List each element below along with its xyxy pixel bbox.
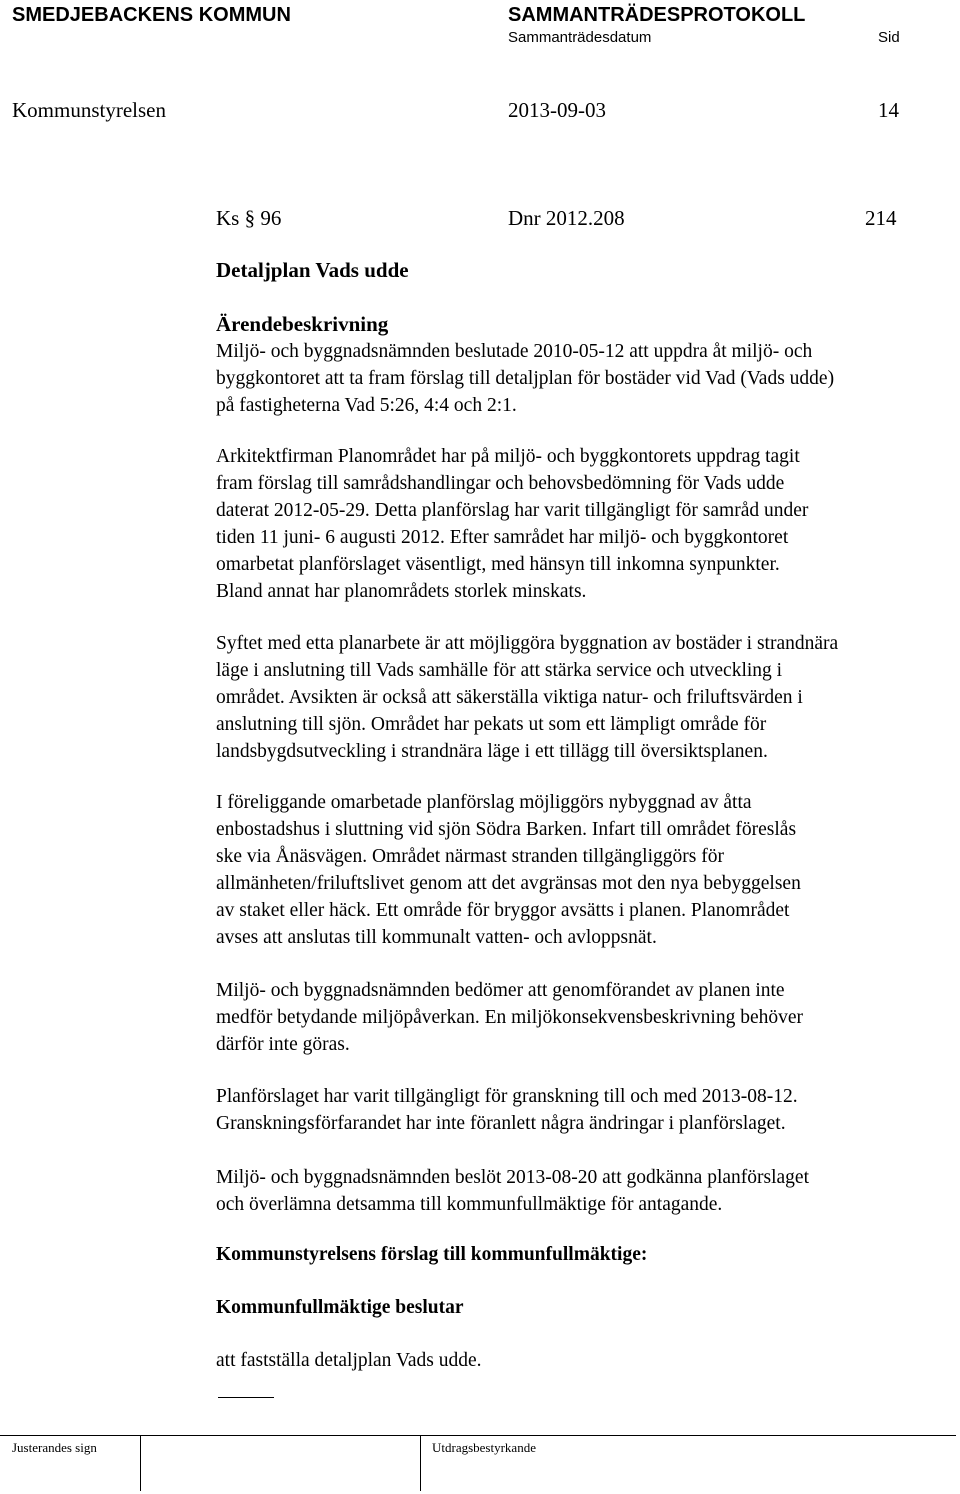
meeting-date: 2013-09-03 xyxy=(508,98,606,122)
paragraph-line: på fastigheterna Vad 5:26, 4:4 och 2:1. xyxy=(216,395,517,416)
paragraph-line: Arkitektfirman Planområdet har på miljö- och byggkontorets uppdrag tagit xyxy=(216,446,800,467)
paragraph-7 xyxy=(216,1164,956,1218)
proposal-heading: Kommunstyrelsens förslag till kommunfullmäktige: xyxy=(216,1244,648,1265)
footer-top-rule xyxy=(0,1435,956,1436)
description-heading: Ärendebeskrivning xyxy=(216,312,389,336)
paragraph-line: därför inte göras. xyxy=(216,1034,350,1055)
dnr: Dnr 2012.208 xyxy=(508,206,625,230)
end-rule xyxy=(218,1397,274,1398)
signature-label: Justerandes sign xyxy=(12,1440,97,1455)
footer-divider xyxy=(420,1435,421,1491)
paragraph-3 xyxy=(216,630,956,765)
paragraph-line: Miljö- och byggnadsnämnden beslutade 2010-05-12 att uppdra åt miljö- och xyxy=(216,341,813,362)
paragraph-line: Granskningsförfarandet har inte föranlett några ändringar i planförslaget. xyxy=(216,1113,786,1134)
paragraph-line: I föreliggande omarbetade planförslag möjliggörs nybyggnad av åtta xyxy=(216,792,752,813)
document-type: SAMMANTRÄDESPROTOKOLL xyxy=(508,4,806,26)
paragraph-2 xyxy=(216,443,956,605)
decision-text: att fastställa detaljplan Vads udde. xyxy=(216,1350,482,1371)
paragraph-6 xyxy=(216,1083,956,1137)
paragraph-1 xyxy=(216,338,956,419)
paragraph-line: läge i anslutning till Vads samhälle för att stärka service och utveckling i xyxy=(216,660,783,681)
paragraph-line: fram förslag till samrådshandlingar och behovsbedömning för Vads udde xyxy=(216,473,785,494)
paragraph-line: av staket eller häck. Ett område för bryggor avsätts i planen. Planområdet xyxy=(216,900,790,921)
page-number: 14 xyxy=(878,98,899,122)
paragraph-line: Bland annat har planområdets storlek minskats. xyxy=(216,581,587,602)
body-name: Kommunstyrelsen xyxy=(12,98,166,122)
date-label: Sammanträdesdatum xyxy=(508,29,652,46)
paragraph-line: omarbetat planförslaget väsentligt, med hänsyn till inkomna synpunkter. xyxy=(216,554,780,575)
case-title: Detaljplan Vads udde xyxy=(216,258,409,282)
paragraph-line: daterat 2012-05-29. Detta planförslag har varit tillgängligt för samråd under xyxy=(216,500,809,521)
paragraph-line: Planförslaget har varit tillgängligt för granskning till och med 2013-08-12. xyxy=(216,1086,798,1107)
paragraph-line: avses att anslutas till kommunalt vatten- och avloppsnät. xyxy=(216,927,657,948)
paragraph-line: landsbygdsutveckling i strandnära läge i ett tillägg till översiktsplanen. xyxy=(216,741,768,762)
paragraph-5 xyxy=(216,977,956,1058)
paragraph-line: allmänheten/friluftslivet genom att det avgränsas mot den nya bebyggelsen xyxy=(216,873,801,894)
case-line xyxy=(216,206,281,231)
paragraph-line: byggkontoret att ta fram förslag till detaljplan för bostäder vid Vad (Vads udde) xyxy=(216,368,835,389)
paragraph-line: enbostadshus i sluttning vid sjön Södra Barken. Infart till området föreslås xyxy=(216,819,797,840)
footer-divider xyxy=(140,1435,141,1491)
paragraph-line: tiden 11 juni- 6 augusti 2012. Efter samrådet har miljö- och byggkontoret xyxy=(216,527,789,548)
paragraph-line: anslutning till sjön. Området har pekats ut som ett lämpligt område för xyxy=(216,714,767,735)
paragraph-line: Miljö- och byggnadsnämnden bedömer att genomförandet av planen inte xyxy=(216,980,785,1001)
paragraph-4 xyxy=(216,789,956,951)
paragraph-line: Syftet med etta planarbete är att möjliggöra byggnation av bostäder i strandnära xyxy=(216,633,839,654)
section-symbol: § xyxy=(244,206,256,230)
paragraph-line: och överlämna detsamma till kommunfullmäktige för antagande. xyxy=(216,1194,723,1215)
paragraph-line: området. Avsikten är också att säkerställa viktiga natur- och friluftsvärden i xyxy=(216,687,803,708)
ks-label: Ks xyxy=(216,206,240,230)
section-number: 96 xyxy=(260,206,282,230)
organization-name: SMEDJEBACKENS KOMMUN xyxy=(12,4,291,26)
sequence-number: 214 xyxy=(865,206,897,230)
page-label: Sid xyxy=(878,29,900,46)
paragraph-line: medför betydande miljöpåverkan. En miljökonsekvensbeskrivning behöver xyxy=(216,1007,804,1028)
decision-heading: Kommunfullmäktige beslutar xyxy=(216,1297,464,1318)
paragraph-line: ske via Ånäsvägen. Området närmast stranden tillgängliggörs för xyxy=(216,846,724,867)
extract-label: Utdragsbestyrkande xyxy=(432,1440,536,1455)
paragraph-line: Miljö- och byggnadsnämnden beslöt 2013-08-20 att godkänna planförslaget xyxy=(216,1167,809,1188)
